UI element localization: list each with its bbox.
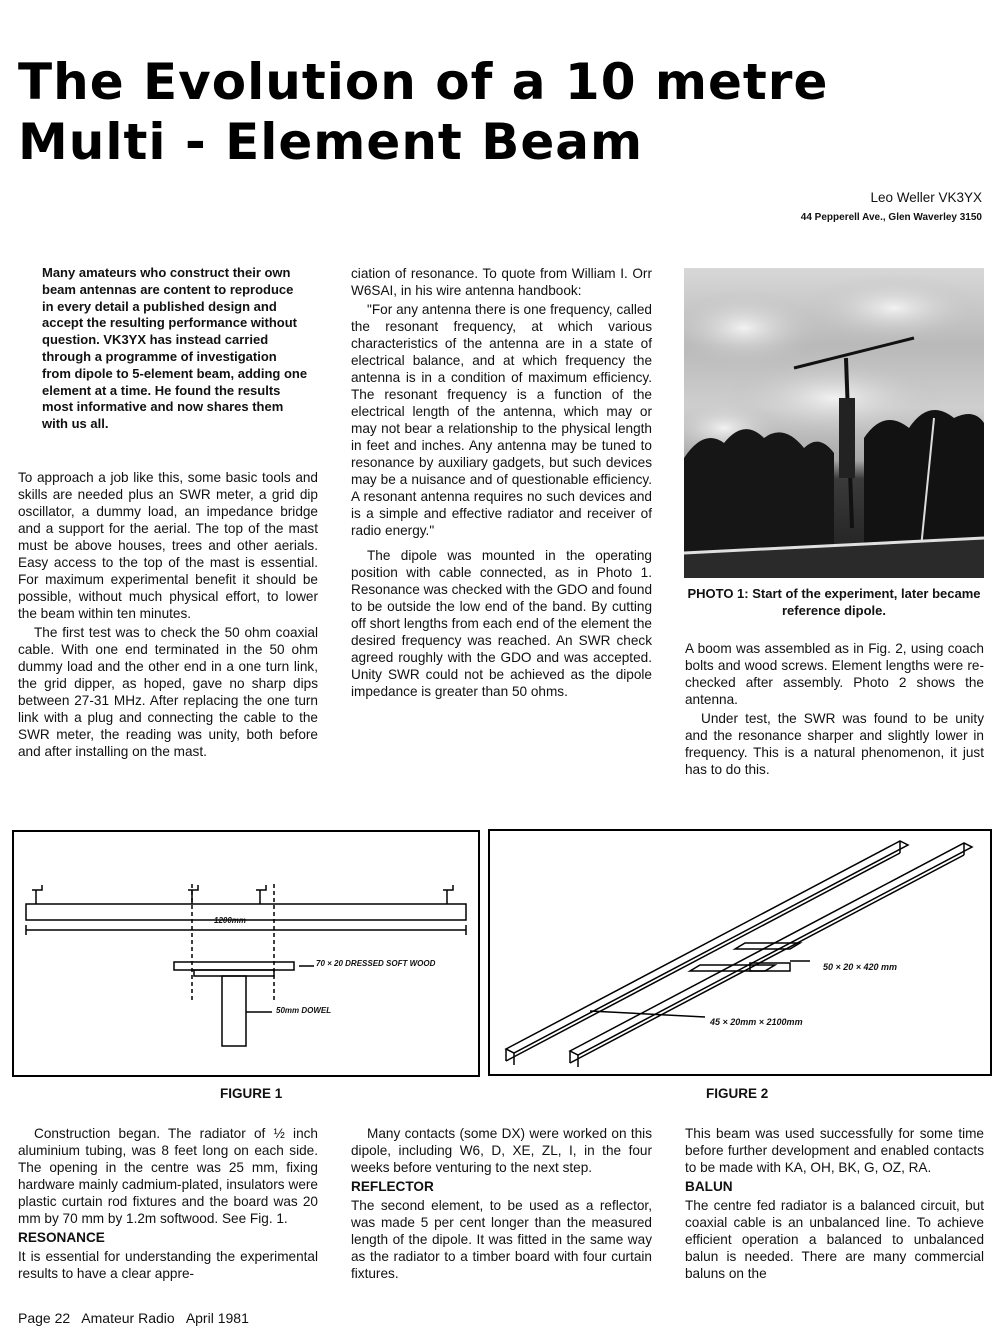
section-heading: REFLECTOR	[351, 1179, 434, 1194]
page-number: Page 22	[18, 1310, 71, 1326]
figure-1-label: FIGURE 1	[220, 1086, 283, 1101]
rail-label: 45 × 20mm × 2100mm	[710, 1017, 803, 1027]
dimension-label: 1200mm	[214, 916, 247, 925]
title-line-2: Multi - Element Beam	[18, 113, 644, 171]
column-3	[685, 640, 984, 780]
figure-1-drawing	[14, 832, 478, 1075]
paragraph: The centre fed radiator is a balanced circuit, but coaxial cable is an unbalanced line. To achieve efficient operation a balanced to unbalanced balun is needed. There are many commercial baluns on the	[685, 1198, 984, 1281]
paragraph: This beam was used successfully for some time before further development and enabled contacts to be made with KA, OH, BK, G, OZ, RA.	[685, 1126, 984, 1175]
section-heading: RESONANCE	[18, 1230, 105, 1245]
dowel-label: 50mm DOWEL	[276, 1006, 332, 1015]
figure-1-frame	[12, 830, 480, 1077]
intro-paragraph: Many amateurs who construct their own beam antennas are content to reproduce in every detail a published design and accept the resulting performance without question. VK3YX has instead carried through a programme of investigation from dipole to 5-element beam, adding one element at a time. He found the results most informative and now shares them with us all.	[42, 265, 308, 432]
page-footer	[18, 1310, 257, 1326]
column-2	[351, 265, 652, 702]
figure-2-label: FIGURE 2	[706, 1086, 769, 1101]
figure-2-frame	[488, 829, 992, 1076]
issue-date: April 1981	[185, 1310, 249, 1326]
title-line-1: The Evolution of a 10 metre	[18, 53, 829, 111]
section-heading: BALUN	[685, 1179, 733, 1194]
bottom-column-3	[685, 1125, 984, 1284]
paragraph: Construction began. The radiator of ½ inch aluminium tubing, was 8 feet long on each side. The opening in the centre was 25 mm, fixing hardware mainly cadmium-plated, insulators were plastic curtain rod fixtures and the board was 20 mm by 70 mm by 1.2m softwood. See Fig. 1.	[18, 1126, 318, 1226]
figure-2-drawing	[490, 831, 990, 1074]
cross-member-label: 50 × 20 × 420 mm	[823, 962, 898, 972]
paragraph: To approach a job like this, some basic tools and skills are needed plus an SWR meter, a grid dip oscillator, a dummy load, an impedance bridge and a support for the aerial. The top of the mast must be above houses, trees and other aerials. Easy access to the top of the mast is essential. For maximum experimental benefit it should be possible, without much physical effort, to lower the beam within ten minutes.	[18, 469, 318, 621]
paragraph: The first test was to check the 50 ohm coaxial cable. With one end terminated in the 50 ohm dummy load and the other end in a one turn link, the grid dipper, as hoped, gave no sharp dips between 27-31 MHz. After replacing the one turn link with a plug and connecting the cable to the SWR meter, the reading was unity, both before and after installing on the mast.	[18, 624, 318, 759]
bottom-column-2	[351, 1125, 652, 1284]
byline	[801, 188, 982, 228]
board-label: 70 × 20 DRESSED SOFT WOOD	[316, 959, 436, 968]
photo-1-caption: PHOTO 1: Start of the experiment, later became reference dipole.	[687, 586, 981, 618]
paragraph: The dipole was mounted in the operating position with cable connected, as in Photo 1. Resonance was checked with the GDO and found to be outside the low end of the band. By cutting off short lengths from each end of the element the desired frequency was reached. An SWR check agreed roughly with the GDO and was accepted. Unity SWR could not be achieved as the dipole impedance is greater than 50 ohms.	[351, 548, 652, 699]
paragraph: The second element, to be used as a reflector, was made 5 per cent longer than the measured length of the dipole. It was fitted in the same way as the radiator to a timber board with four curtain fixtures.	[351, 1198, 652, 1281]
antenna-photo-graphic	[684, 268, 984, 578]
magazine-name: Amateur Radio	[81, 1310, 175, 1326]
quotation: "For any antenna there is one frequency, called the resonant frequency, at which various characteristics of the antenna are in a state of electrical balance, and at which frequency the antenna is in a condition of maximum efficiency. The resonant frequency is a function of the electrical length of the antenna, which may or may not bear a relationship to the physical length in feet and inches. Any antenna may be tuned to resonance by auxiliary gadgets, but such devices may be a nuisance and of questionable efficiency. A resonant antenna requires no such devices and is a simple and effective radiator and receiver of radio energy."	[351, 302, 652, 538]
paragraph: A boom was assembled as in Fig. 2, using coach bolts and wood screws. Element lengths were re-checked after assembly. Photo 2 shows the antenna.	[685, 641, 984, 707]
article-title	[18, 52, 988, 172]
paragraph: ciation of resonance. To quote from William I. Orr W6SAI, in his wire antenna handbook:	[351, 266, 652, 298]
column-1	[18, 265, 318, 762]
paragraph: It is essential for understanding the experimental results to have a clear appre-	[18, 1249, 318, 1281]
author-name: Leo Weller VK3YX	[870, 190, 982, 205]
bottom-column-1	[18, 1125, 318, 1284]
author-address: 44 Pepperell Ave., Glen Waverley 3150	[800, 212, 982, 223]
photo-1	[684, 268, 984, 578]
paragraph: Under test, the SWR was found to be unity and the resonance sharper and slightly lower in frequency. This is a natural phenomenon, it just has to do this.	[685, 711, 984, 777]
paragraph: Many contacts (some DX) were worked on this dipole, including W6, D, XE, ZL, I, in the four weeks before venturing to the next step.	[351, 1126, 652, 1175]
